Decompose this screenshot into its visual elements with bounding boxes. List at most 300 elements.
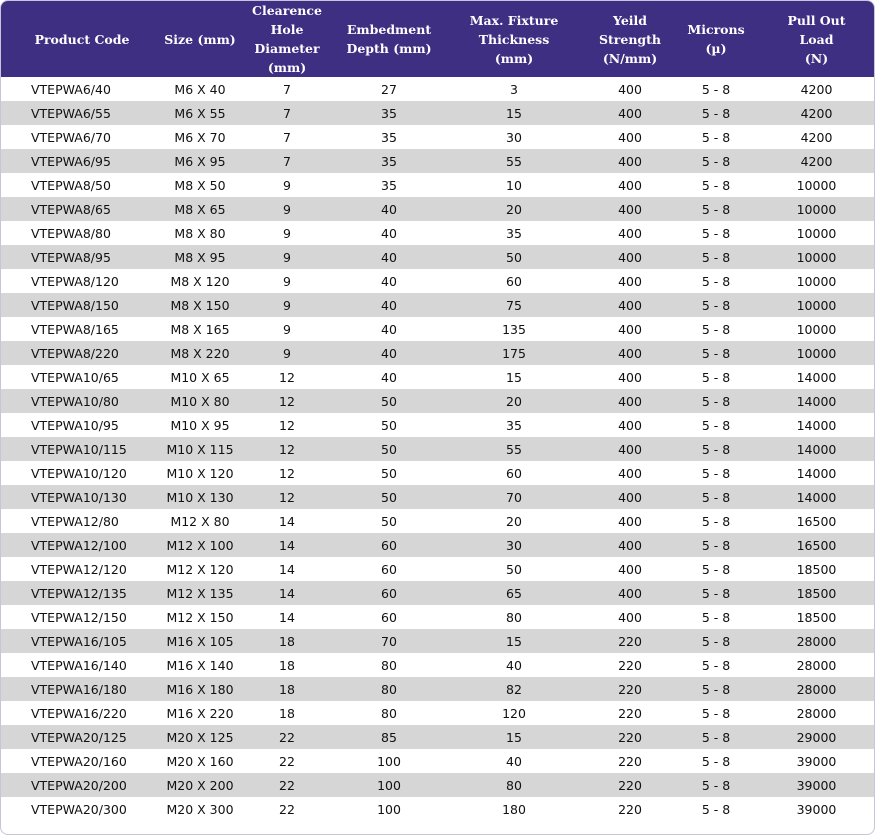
cell-pull-out-load: 28000 (759, 677, 874, 701)
cell-product-code: VTEPWA8/80 (1, 221, 163, 245)
cell-embedment-depth: 40 (337, 245, 441, 269)
table-row (1, 725, 874, 749)
cell-size: M16 X 105 (163, 629, 237, 653)
cell-clearance-hole-diameter: 12 (237, 389, 337, 413)
cell-size: M20 X 125 (163, 725, 237, 749)
cell-product-code: VTEPWA12/100 (1, 533, 163, 557)
cell-clearance-hole-diameter: 18 (237, 677, 337, 701)
cell-product-code: VTEPWA8/95 (1, 245, 163, 269)
cell-max-fixture-thickness: 3 (441, 77, 587, 101)
table-row (1, 413, 874, 437)
cell-clearance-hole-diameter: 9 (237, 245, 337, 269)
table-row (1, 701, 874, 725)
cell-pull-out-load: 4200 (759, 149, 874, 173)
cell-pull-out-load: 10000 (759, 221, 874, 245)
cell-product-code: VTEPWA20/200 (1, 773, 163, 797)
cell-max-fixture-thickness: 55 (441, 437, 587, 461)
cell-max-fixture-thickness: 20 (441, 389, 587, 413)
table-row (1, 173, 874, 197)
cell-clearance-hole-diameter: 22 (237, 797, 337, 821)
cell-max-fixture-thickness: 30 (441, 533, 587, 557)
header-max-fixture-thickness (441, 1, 587, 77)
cell-yield-strength: 400 (587, 461, 673, 485)
cell-yield-strength: 400 (587, 77, 673, 101)
cell-size: M12 X 150 (163, 605, 237, 629)
cell-embedment-depth: 100 (337, 797, 441, 821)
cell-clearance-hole-diameter: 9 (237, 293, 337, 317)
cell-max-fixture-thickness: 65 (441, 581, 587, 605)
cell-yield-strength: 220 (587, 797, 673, 821)
cell-max-fixture-thickness: 15 (441, 629, 587, 653)
header-microns (673, 1, 759, 77)
cell-microns: 5 - 8 (673, 245, 759, 269)
cell-pull-out-load: 18500 (759, 581, 874, 605)
cell-product-code: VTEPWA10/115 (1, 437, 163, 461)
cell-size: M8 X 120 (163, 269, 237, 293)
cell-embedment-depth: 70 (337, 629, 441, 653)
cell-pull-out-load: 14000 (759, 413, 874, 437)
cell-clearance-hole-diameter: 12 (237, 461, 337, 485)
cell-clearance-hole-diameter: 12 (237, 485, 337, 509)
cell-yield-strength: 220 (587, 653, 673, 677)
cell-microns: 5 - 8 (673, 653, 759, 677)
cell-pull-out-load: 28000 (759, 653, 874, 677)
cell-embedment-depth: 60 (337, 533, 441, 557)
cell-max-fixture-thickness: 80 (441, 773, 587, 797)
cell-yield-strength: 400 (587, 509, 673, 533)
cell-embedment-depth: 50 (337, 389, 441, 413)
cell-embedment-depth: 35 (337, 173, 441, 197)
table-row (1, 509, 874, 533)
cell-product-code: VTEPWA8/220 (1, 341, 163, 365)
header-label-line: Clearence (252, 3, 322, 18)
cell-max-fixture-thickness: 60 (441, 461, 587, 485)
table-row (1, 557, 874, 581)
cell-product-code: VTEPWA10/95 (1, 413, 163, 437)
header-pull-out-load (759, 1, 874, 77)
cell-clearance-hole-diameter: 9 (237, 221, 337, 245)
cell-product-code: VTEPWA16/180 (1, 677, 163, 701)
cell-embedment-depth: 40 (337, 365, 441, 389)
header-product-code (1, 1, 163, 77)
cell-yield-strength: 400 (587, 293, 673, 317)
cell-pull-out-load: 14000 (759, 485, 874, 509)
cell-clearance-hole-diameter: 22 (237, 749, 337, 773)
cell-yield-strength: 220 (587, 773, 673, 797)
cell-product-code: VTEPWA20/160 (1, 749, 163, 773)
table-row (1, 77, 874, 101)
cell-pull-out-load: 10000 (759, 173, 874, 197)
cell-embedment-depth: 80 (337, 677, 441, 701)
cell-microns: 5 - 8 (673, 749, 759, 773)
cell-embedment-depth: 40 (337, 341, 441, 365)
cell-microns: 5 - 8 (673, 773, 759, 797)
header-label-line: (N) (804, 50, 829, 66)
cell-clearance-hole-diameter: 7 (237, 77, 337, 101)
header-row (1, 1, 874, 77)
anchor-spec-table (1, 1, 874, 821)
cell-product-code: VTEPWA10/120 (1, 461, 163, 485)
cell-clearance-hole-diameter: 14 (237, 533, 337, 557)
cell-microns: 5 - 8 (673, 125, 759, 149)
cell-pull-out-load: 29000 (759, 725, 874, 749)
cell-size: M10 X 120 (163, 461, 237, 485)
cell-yield-strength: 400 (587, 149, 673, 173)
cell-pull-out-load: 10000 (759, 245, 874, 269)
cell-product-code: VTEPWA8/150 (1, 293, 163, 317)
cell-clearance-hole-diameter: 7 (237, 149, 337, 173)
header-label-line: (N/mm) (602, 50, 658, 66)
header-label-line: Yeild (612, 12, 648, 28)
cell-yield-strength: 400 (587, 317, 673, 341)
table-header (1, 1, 874, 77)
header-label-line: Pull Out (787, 12, 846, 28)
cell-max-fixture-thickness: 40 (441, 653, 587, 677)
table-row (1, 245, 874, 269)
cell-pull-out-load: 16500 (759, 533, 874, 557)
cell-microns: 5 - 8 (673, 581, 759, 605)
cell-yield-strength: 220 (587, 749, 673, 773)
cell-yield-strength: 400 (587, 557, 673, 581)
cell-product-code: VTEPWA6/40 (1, 77, 163, 101)
cell-microns: 5 - 8 (673, 101, 759, 125)
table-row (1, 341, 874, 365)
cell-yield-strength: 400 (587, 221, 673, 245)
cell-microns: 5 - 8 (673, 461, 759, 485)
cell-embedment-depth: 35 (337, 125, 441, 149)
cell-microns: 5 - 8 (673, 341, 759, 365)
cell-size: M20 X 160 (163, 749, 237, 773)
header-label-line: Load (799, 31, 834, 47)
cell-clearance-hole-diameter: 22 (237, 773, 337, 797)
cell-product-code: VTEPWA10/65 (1, 365, 163, 389)
table-row (1, 581, 874, 605)
table-row (1, 389, 874, 413)
cell-max-fixture-thickness: 20 (441, 509, 587, 533)
cell-max-fixture-thickness: 180 (441, 797, 587, 821)
cell-clearance-hole-diameter: 7 (237, 125, 337, 149)
cell-clearance-hole-diameter: 9 (237, 197, 337, 221)
cell-yield-strength: 400 (587, 125, 673, 149)
table-row (1, 221, 874, 245)
header-label-line: Microns (687, 22, 745, 37)
header-size (163, 1, 237, 77)
cell-max-fixture-thickness: 175 (441, 341, 587, 365)
header-label-line: Product Code (34, 31, 130, 47)
table-row (1, 653, 874, 677)
table-row (1, 533, 874, 557)
cell-pull-out-load: 14000 (759, 437, 874, 461)
cell-product-code: VTEPWA16/220 (1, 701, 163, 725)
cell-embedment-depth: 50 (337, 509, 441, 533)
cell-yield-strength: 400 (587, 173, 673, 197)
table-row (1, 149, 874, 173)
table-row (1, 101, 874, 125)
cell-product-code: VTEPWA8/50 (1, 173, 163, 197)
cell-yield-strength: 400 (587, 245, 673, 269)
cell-embedment-depth: 40 (337, 293, 441, 317)
cell-size: M12 X 135 (163, 581, 237, 605)
table-row (1, 197, 874, 221)
cell-yield-strength: 400 (587, 365, 673, 389)
table-row (1, 365, 874, 389)
cell-max-fixture-thickness: 80 (441, 605, 587, 629)
cell-microns: 5 - 8 (673, 221, 759, 245)
table-row (1, 773, 874, 797)
cell-product-code: VTEPWA16/105 (1, 629, 163, 653)
cell-microns: 5 - 8 (673, 389, 759, 413)
table-row (1, 317, 874, 341)
header-label-line: Diameter (mm) (254, 41, 320, 75)
cell-size: M12 X 120 (163, 557, 237, 581)
cell-microns: 5 - 8 (673, 485, 759, 509)
cell-max-fixture-thickness: 120 (441, 701, 587, 725)
cell-clearance-hole-diameter: 12 (237, 413, 337, 437)
cell-pull-out-load: 16500 (759, 509, 874, 533)
cell-product-code: VTEPWA16/140 (1, 653, 163, 677)
cell-size: M8 X 50 (163, 173, 237, 197)
cell-max-fixture-thickness: 30 (441, 125, 587, 149)
cell-max-fixture-thickness: 15 (441, 101, 587, 125)
cell-product-code: VTEPWA12/150 (1, 605, 163, 629)
cell-embedment-depth: 50 (337, 461, 441, 485)
cell-clearance-hole-diameter: 18 (237, 701, 337, 725)
header-label-line: (mm) (494, 50, 534, 66)
header-yield-strength (587, 1, 673, 77)
header-label-line: Size (mm) (164, 31, 236, 47)
cell-max-fixture-thickness: 50 (441, 557, 587, 581)
cell-clearance-hole-diameter: 9 (237, 269, 337, 293)
cell-microns: 5 - 8 (673, 365, 759, 389)
cell-clearance-hole-diameter: 9 (237, 341, 337, 365)
cell-microns: 5 - 8 (673, 725, 759, 749)
cell-embedment-depth: 60 (337, 557, 441, 581)
cell-embedment-depth: 80 (337, 653, 441, 677)
cell-product-code: VTEPWA6/70 (1, 125, 163, 149)
cell-clearance-hole-diameter: 14 (237, 605, 337, 629)
cell-embedment-depth: 40 (337, 221, 441, 245)
cell-size: M10 X 115 (163, 437, 237, 461)
cell-pull-out-load: 4200 (759, 77, 874, 101)
cell-size: M8 X 80 (163, 221, 237, 245)
cell-max-fixture-thickness: 15 (441, 725, 587, 749)
cell-clearance-hole-diameter: 7 (237, 101, 337, 125)
cell-size: M10 X 130 (163, 485, 237, 509)
cell-microns: 5 - 8 (673, 605, 759, 629)
cell-product-code: VTEPWA10/130 (1, 485, 163, 509)
cell-max-fixture-thickness: 10 (441, 173, 587, 197)
cell-clearance-hole-diameter: 14 (237, 581, 337, 605)
cell-clearance-hole-diameter: 14 (237, 509, 337, 533)
cell-pull-out-load: 14000 (759, 389, 874, 413)
cell-microns: 5 - 8 (673, 77, 759, 101)
cell-clearance-hole-diameter: 9 (237, 173, 337, 197)
cell-size: M10 X 80 (163, 389, 237, 413)
table-row (1, 605, 874, 629)
cell-max-fixture-thickness: 82 (441, 677, 587, 701)
table-row (1, 461, 874, 485)
cell-max-fixture-thickness: 40 (441, 749, 587, 773)
table-row (1, 269, 874, 293)
cell-size: M8 X 220 (163, 341, 237, 365)
header-label-line: Thickness (478, 31, 550, 47)
cell-embedment-depth: 40 (337, 197, 441, 221)
header-label-line: Max. Fixture (469, 12, 559, 28)
table-row (1, 749, 874, 773)
cell-pull-out-load: 14000 (759, 365, 874, 389)
cell-size: M10 X 65 (163, 365, 237, 389)
cell-microns: 5 - 8 (673, 629, 759, 653)
header-label-line: Hole (270, 22, 304, 37)
cell-product-code: VTEPWA6/95 (1, 149, 163, 173)
cell-pull-out-load: 18500 (759, 557, 874, 581)
table-body (1, 77, 874, 821)
header-label-line: Strength (598, 31, 662, 47)
cell-max-fixture-thickness: 75 (441, 293, 587, 317)
cell-embedment-depth: 50 (337, 437, 441, 461)
cell-embedment-depth: 27 (337, 77, 441, 101)
cell-pull-out-load: 10000 (759, 341, 874, 365)
cell-clearance-hole-diameter: 18 (237, 653, 337, 677)
cell-pull-out-load: 39000 (759, 749, 874, 773)
cell-yield-strength: 400 (587, 341, 673, 365)
cell-embedment-depth: 40 (337, 317, 441, 341)
cell-microns: 5 - 8 (673, 797, 759, 821)
cell-pull-out-load: 28000 (759, 629, 874, 653)
cell-product-code: VTEPWA8/165 (1, 317, 163, 341)
cell-size: M16 X 140 (163, 653, 237, 677)
cell-clearance-hole-diameter: 12 (237, 365, 337, 389)
cell-pull-out-load: 10000 (759, 197, 874, 221)
header-label-line: (µ) (705, 41, 727, 56)
cell-product-code: VTEPWA10/80 (1, 389, 163, 413)
cell-microns: 5 - 8 (673, 437, 759, 461)
header-label-line: Depth (mm) (346, 41, 432, 56)
cell-embedment-depth: 100 (337, 773, 441, 797)
cell-yield-strength: 400 (587, 485, 673, 509)
cell-pull-out-load: 39000 (759, 773, 874, 797)
cell-clearance-hole-diameter: 14 (237, 557, 337, 581)
cell-max-fixture-thickness: 35 (441, 221, 587, 245)
cell-pull-out-load: 10000 (759, 317, 874, 341)
header-label-line: Embedment (346, 22, 432, 37)
cell-max-fixture-thickness: 70 (441, 485, 587, 509)
cell-microns: 5 - 8 (673, 149, 759, 173)
table-row (1, 797, 874, 821)
cell-yield-strength: 400 (587, 605, 673, 629)
cell-size: M8 X 165 (163, 317, 237, 341)
cell-yield-strength: 220 (587, 677, 673, 701)
cell-size: M12 X 80 (163, 509, 237, 533)
cell-product-code: VTEPWA8/65 (1, 197, 163, 221)
cell-embedment-depth: 40 (337, 269, 441, 293)
cell-pull-out-load: 14000 (759, 461, 874, 485)
cell-size: M6 X 70 (163, 125, 237, 149)
cell-pull-out-load: 10000 (759, 293, 874, 317)
table-row (1, 293, 874, 317)
cell-product-code: VTEPWA20/300 (1, 797, 163, 821)
cell-pull-out-load: 4200 (759, 125, 874, 149)
cell-product-code: VTEPWA6/55 (1, 101, 163, 125)
cell-microns: 5 - 8 (673, 557, 759, 581)
cell-size: M20 X 300 (163, 797, 237, 821)
cell-yield-strength: 400 (587, 413, 673, 437)
cell-size: M16 X 220 (163, 701, 237, 725)
cell-product-code: VTEPWA20/125 (1, 725, 163, 749)
cell-embedment-depth: 60 (337, 605, 441, 629)
cell-microns: 5 - 8 (673, 269, 759, 293)
cell-size: M6 X 95 (163, 149, 237, 173)
cell-max-fixture-thickness: 55 (441, 149, 587, 173)
table-row (1, 485, 874, 509)
cell-embedment-depth: 50 (337, 413, 441, 437)
cell-microns: 5 - 8 (673, 677, 759, 701)
cell-max-fixture-thickness: 50 (441, 245, 587, 269)
cell-embedment-depth: 80 (337, 701, 441, 725)
cell-size: M8 X 95 (163, 245, 237, 269)
cell-max-fixture-thickness: 20 (441, 197, 587, 221)
cell-microns: 5 - 8 (673, 413, 759, 437)
cell-yield-strength: 400 (587, 389, 673, 413)
cell-embedment-depth: 35 (337, 101, 441, 125)
header-embedment-depth (337, 1, 441, 77)
cell-pull-out-load: 39000 (759, 797, 874, 821)
cell-yield-strength: 400 (587, 533, 673, 557)
cell-size: M8 X 150 (163, 293, 237, 317)
cell-embedment-depth: 35 (337, 149, 441, 173)
table-row (1, 677, 874, 701)
cell-pull-out-load: 28000 (759, 701, 874, 725)
cell-pull-out-load: 10000 (759, 269, 874, 293)
cell-microns: 5 - 8 (673, 173, 759, 197)
cell-embedment-depth: 50 (337, 485, 441, 509)
table-row (1, 437, 874, 461)
cell-max-fixture-thickness: 135 (441, 317, 587, 341)
cell-microns: 5 - 8 (673, 701, 759, 725)
cell-yield-strength: 400 (587, 437, 673, 461)
cell-size: M6 X 55 (163, 101, 237, 125)
table-row (1, 629, 874, 653)
cell-size: M20 X 200 (163, 773, 237, 797)
cell-embedment-depth: 100 (337, 749, 441, 773)
cell-microns: 5 - 8 (673, 317, 759, 341)
cell-max-fixture-thickness: 60 (441, 269, 587, 293)
cell-microns: 5 - 8 (673, 293, 759, 317)
cell-yield-strength: 400 (587, 581, 673, 605)
cell-clearance-hole-diameter: 12 (237, 437, 337, 461)
cell-clearance-hole-diameter: 22 (237, 725, 337, 749)
cell-product-code: VTEPWA12/120 (1, 557, 163, 581)
cell-product-code: VTEPWA8/120 (1, 269, 163, 293)
cell-yield-strength: 400 (587, 197, 673, 221)
cell-microns: 5 - 8 (673, 533, 759, 557)
cell-size: M16 X 180 (163, 677, 237, 701)
cell-yield-strength: 400 (587, 269, 673, 293)
cell-yield-strength: 220 (587, 701, 673, 725)
cell-yield-strength: 220 (587, 629, 673, 653)
header-clearance-hole-diameter (237, 1, 337, 77)
cell-size: M10 X 95 (163, 413, 237, 437)
cell-max-fixture-thickness: 15 (441, 365, 587, 389)
cell-product-code: VTEPWA12/135 (1, 581, 163, 605)
cell-size: M8 X 65 (163, 197, 237, 221)
cell-clearance-hole-diameter: 18 (237, 629, 337, 653)
cell-yield-strength: 400 (587, 101, 673, 125)
cell-size: M12 X 100 (163, 533, 237, 557)
cell-embedment-depth: 85 (337, 725, 441, 749)
cell-microns: 5 - 8 (673, 509, 759, 533)
cell-product-code: VTEPWA12/80 (1, 509, 163, 533)
